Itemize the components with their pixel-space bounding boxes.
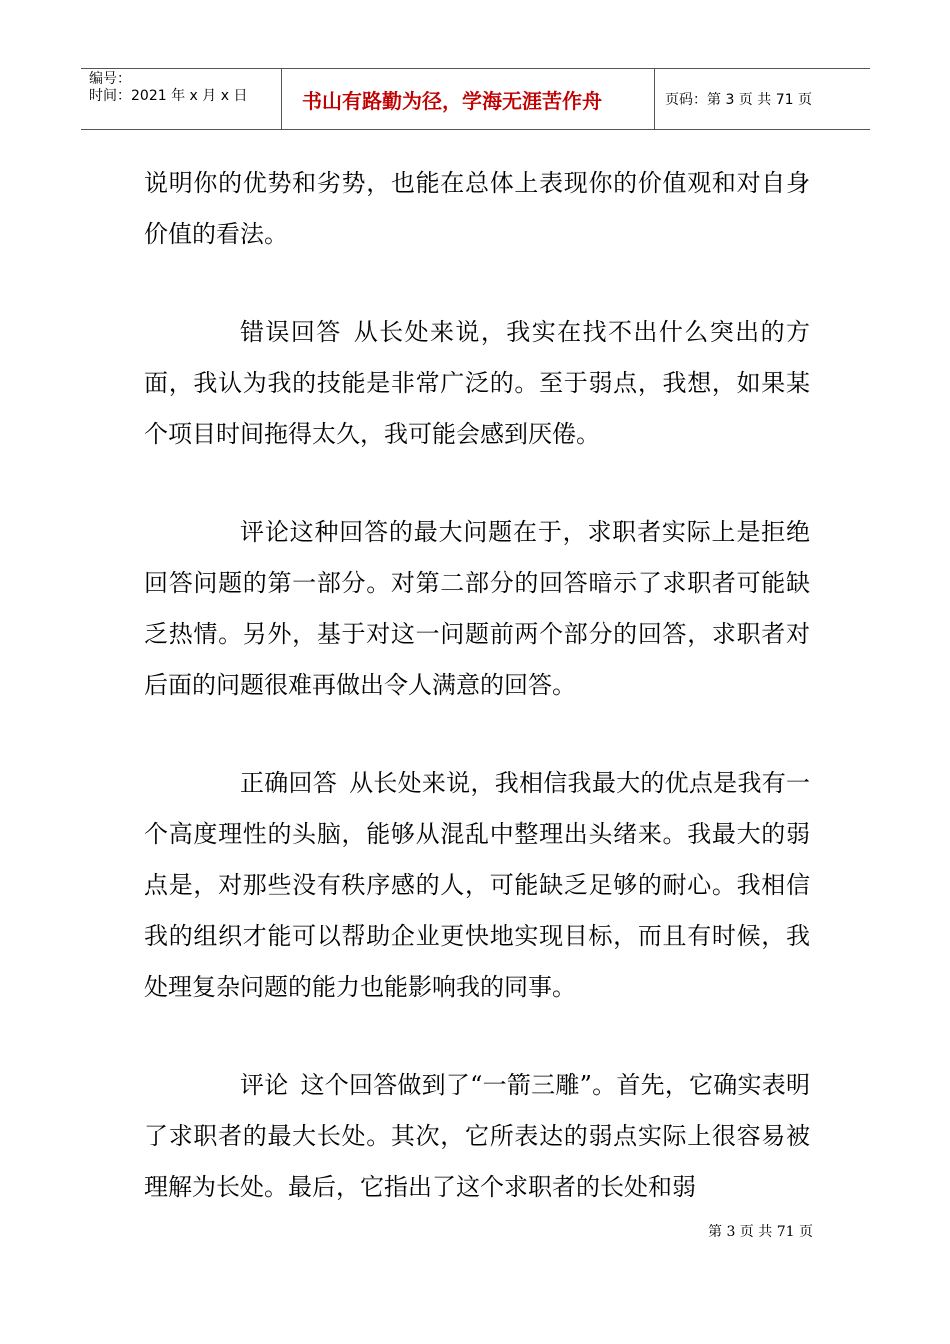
paragraph-text: 说明你的优势和劣势，也能在总体上表现你的价值观和对自身价值的看法。 (144, 169, 810, 248)
header-motto: 书山有路勤为径，学海无涯苦作舟 (282, 69, 655, 129)
paragraph-label: 评论 (240, 518, 290, 546)
paragraph-label: 错误回答 (240, 318, 342, 346)
paragraph (144, 307, 810, 460)
paragraph-text: 这种回答的最大问题在于，求职者实际上是拒绝回答问题的第一部分。对第二部分的回答暗示了求职者可能缺乏热情。另外，基于对这一问题前两个部分的回答，求职者对后面的问题很难再做出令人满意的回答。 (144, 518, 811, 699)
header-meta (81, 69, 282, 129)
paragraph (144, 507, 810, 711)
page-footer: 第 3 页 共 71 页 (708, 1224, 813, 1240)
paragraph-text: 这个回答做到了“一箭三雕”。首先，它确实表明了求职者的最大长处。其次，它所表达的弱点实际上很容易被理解为长处。最后，它指出了这个求职者的长处和弱 (144, 1071, 811, 1201)
paragraph-label: 评论 (240, 1071, 289, 1099)
paragraph (144, 1060, 810, 1213)
document-date-label: 时间：2021 年 x 月 x 日 (89, 88, 248, 104)
paragraph (144, 758, 810, 1013)
header-page-code: 页码：第 3 页 共 71 页 (665, 92, 812, 108)
paragraph-text: 从长处来说，我相信我最大的优点是我有一个高度理性的头脑，能够从混乱中整理出头绪来。我最大的弱点是，对那些没有秩序感的人，可能缺乏足够的耐心。我相信我的组织才能可以帮助企业更快地实现目标，而且有时候，我处理复杂问题的能力也能影响我的同事。 (144, 769, 811, 1001)
paragraph-text: 从长处来说，我实在找不出什么突出的方面，我认为我的技能是非常广泛的。至于弱点，我想，如果某个项目时间拖得太久，我可能会感到厌倦。 (144, 318, 811, 448)
document-body (144, 158, 810, 1213)
paragraph (144, 158, 810, 260)
paragraph-label: 正确回答 (240, 769, 338, 797)
page-header (81, 68, 870, 130)
document-number-label: 编号： (89, 71, 131, 87)
